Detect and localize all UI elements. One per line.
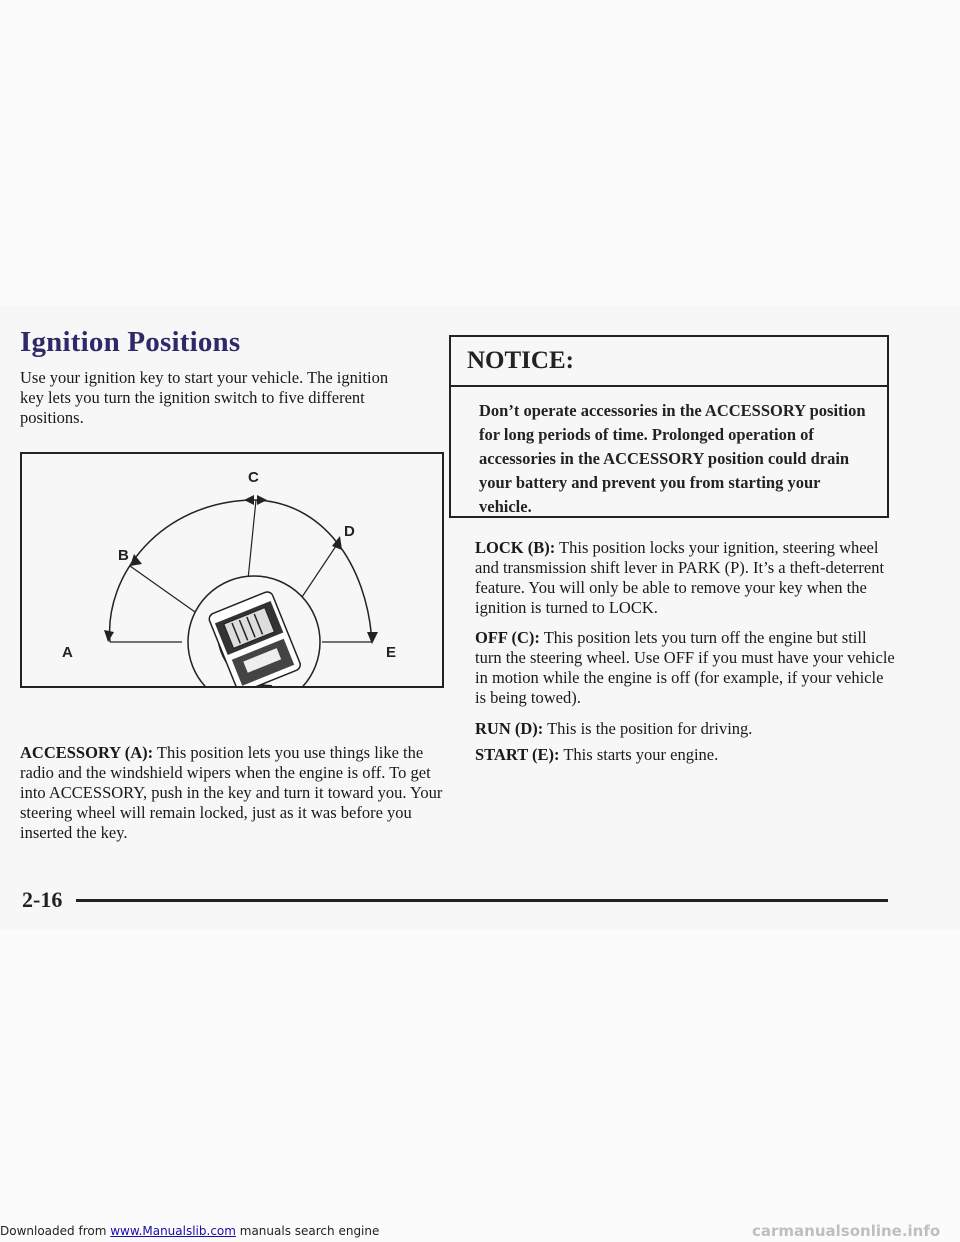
accessory-paragraph	[20, 743, 450, 843]
off-term: OFF (C):	[475, 628, 540, 647]
label-e: E	[386, 644, 397, 661]
credit-prefix: Downloaded from	[0, 1224, 111, 1238]
run-paragraph	[475, 719, 895, 739]
notice-title: NOTICE:	[451, 337, 887, 387]
start-text: This starts your engine.	[559, 745, 719, 764]
credit-suffix: manuals search engine	[235, 1224, 380, 1238]
notice-body: Don’t operate accessories in the ACCESSORY position for long periods of time. Prolonged operation of accessories in the ACCESSORY position could drain your battery and prevent you from starting your vehicle.	[479, 401, 866, 516]
off-paragraph	[475, 628, 895, 708]
ignition-diagram-svg	[22, 454, 442, 686]
accessory-text: This position lets you use things like the radio and the windshield wipers when the engine is off. To get into ACCESSORY, push in the key and turn it toward you. Your steering wheel will remain locked, just as it was before you inserted the key.	[20, 743, 443, 842]
ignition-diagram	[20, 452, 444, 688]
start-paragraph	[475, 745, 895, 765]
label-d: D	[344, 523, 355, 540]
lock-paragraph	[475, 538, 895, 618]
download-credit	[0, 1224, 379, 1238]
label-c: C	[248, 469, 259, 486]
manualslib-link[interactable]: www.Manualslib.com	[110, 1224, 236, 1238]
lock-term: LOCK (B):	[475, 538, 556, 557]
arrow-a-icon	[104, 630, 114, 642]
run-text: This is the position for driving.	[543, 719, 753, 738]
intro-paragraph: Use your ignition key to start your vehicle. The ignition key lets you turn the ignition switch to five different positions.	[20, 368, 389, 427]
footer-rule	[76, 899, 888, 902]
run-term: RUN (D):	[475, 719, 544, 738]
page-title: Ignition Positions	[20, 326, 241, 358]
off-text: This position lets you turn off the engine but still turn the steering wheel. Use OFF if you must have your vehicle in motion while the engine is off (for example, if your vehicle is being towed).	[475, 628, 895, 707]
label-b: B	[118, 547, 129, 564]
watermark: carmanualsonline.info	[752, 1222, 941, 1240]
notice-box	[449, 335, 889, 518]
label-a: A	[62, 644, 73, 661]
page-number: 2-16	[22, 887, 63, 912]
start-term: START (E):	[475, 745, 560, 764]
lock-text: This position locks your ignition, steering wheel and transmission shift lever in PARK (P). It’s a theft-deterrent feature. You will only be able to remove your key when the ignition is turned to LOCK.	[475, 538, 885, 617]
arrow-c-right-icon	[257, 495, 267, 505]
arrow-c-left-icon	[244, 495, 254, 505]
accessory-term: ACCESSORY (A):	[20, 743, 154, 762]
